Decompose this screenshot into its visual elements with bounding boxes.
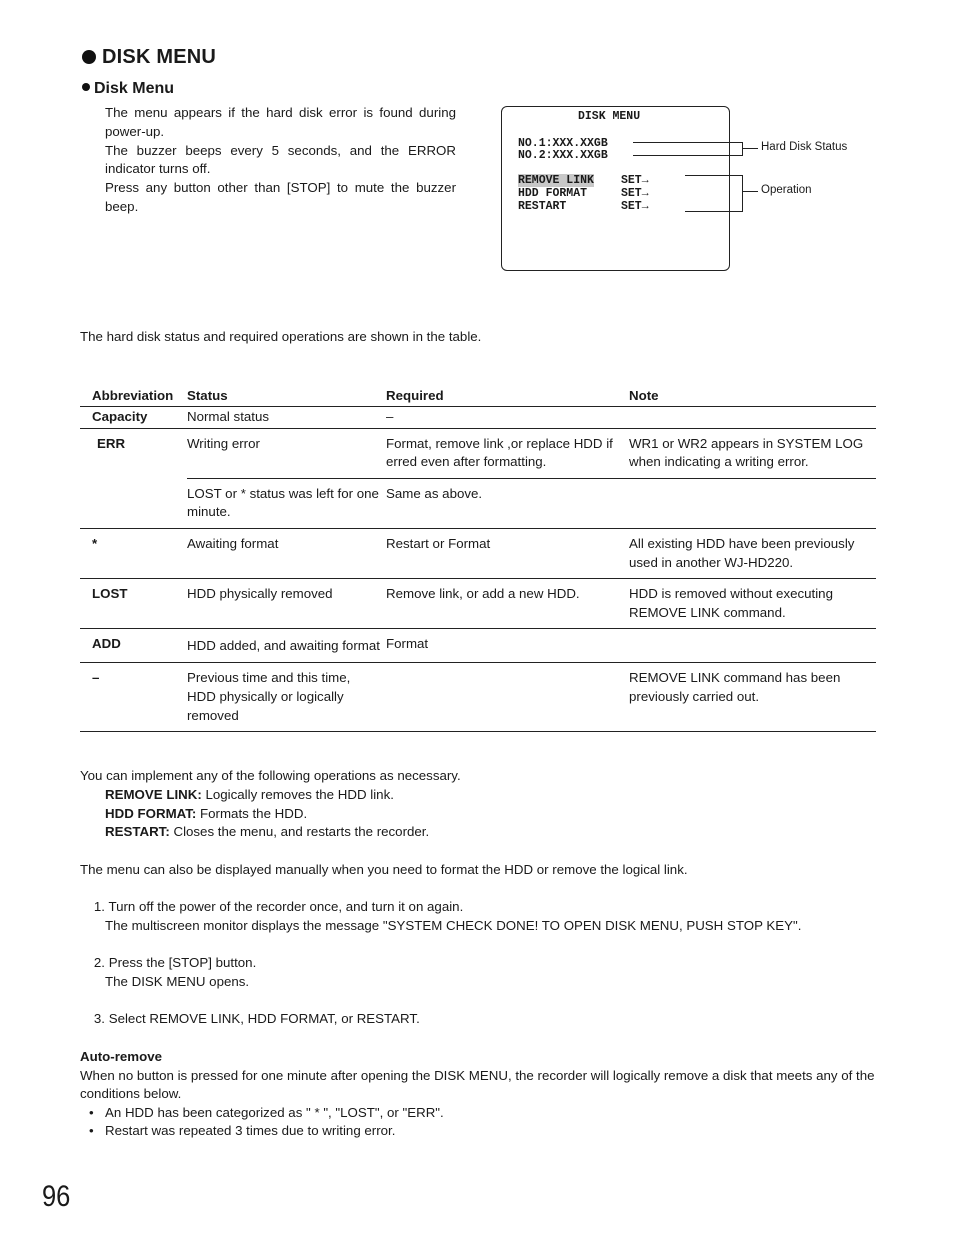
operation-item	[80, 786, 461, 805]
cell-note: WR1 or WR2 appears in SYSTEM LOG when indicating a writing error.	[629, 435, 864, 470]
intro-text	[105, 104, 456, 217]
cell-required: Remove link, or add a new HDD.	[386, 579, 629, 629]
screen-disk-line: NO.2:XXX.XXGB	[518, 149, 608, 162]
step-number: 1.	[93, 899, 105, 914]
step-number: 3.	[93, 1011, 105, 1026]
menu-item-action: SET→	[621, 174, 649, 187]
table-row	[80, 407, 876, 429]
column-header: Status	[187, 387, 386, 407]
column-header: Required	[386, 387, 629, 407]
screen-menu-item-restart[interactable]: RESTART	[518, 200, 567, 213]
table-row	[80, 428, 876, 478]
table-row	[80, 478, 876, 528]
step-text: Select REMOVE LINK, HDD FORMAT, or RESTART.	[108, 1011, 420, 1026]
table-intro: The hard disk status and required operations are shown in the table.	[80, 329, 482, 344]
cell-note: REMOVE LINK command has been previously carried out.	[629, 663, 876, 732]
cell-abbreviation: Capacity	[80, 407, 187, 429]
table-row	[80, 663, 876, 732]
auto-remove-heading: Auto-remove	[80, 1049, 163, 1064]
auto-remove-body: When no button is pressed for one minute after opening the DISK MENU, the recorder will logically remove a disk that meets any of the conditions below.	[80, 1067, 875, 1102]
callout-operation: Operation	[761, 184, 812, 196]
auto-remove-section	[80, 1048, 876, 1141]
step-2	[80, 954, 256, 992]
cell-status: LOST or * status was left for one minute.	[187, 478, 386, 528]
column-header: Abbreviation	[80, 387, 187, 407]
intro-paragraph: The menu appears if the hard disk error is found during power-up.	[105, 105, 456, 139]
cell-abbreviation	[80, 478, 187, 528]
cell-abbreviation: ADD	[80, 629, 187, 663]
cell-required	[386, 663, 629, 732]
step-text: The DISK MENU opens.	[105, 973, 250, 989]
operations-intro: You can implement any of the following operations as necessary.	[80, 768, 461, 783]
cell-status: Normal status	[187, 407, 386, 429]
column-header: Note	[629, 387, 876, 407]
menu-item-label: REMOVE LINK	[518, 174, 594, 187]
operation-term: RESTART:	[105, 824, 170, 840]
list-item: • Restart was repeated 3 times due to writing error.	[105, 1122, 876, 1141]
cell-status: Writing error	[187, 435, 260, 451]
cell-note	[629, 478, 876, 528]
step-number: 2.	[93, 955, 105, 970]
step-3	[80, 1010, 420, 1029]
step-text: Press the [STOP] button.	[108, 955, 257, 970]
cell-note: HDD is removed without executing REMOVE LINK command.	[629, 579, 876, 629]
screen-menu-item-hdd-format[interactable]: HDD FORMAT	[518, 187, 588, 200]
cell-abbreviation: *	[80, 528, 187, 578]
section-title: DISK MENU	[82, 46, 216, 69]
menu-item-action: SET→	[621, 187, 649, 200]
intro-paragraph: Press any button other than [STOP] to mute the buzzer beep.	[105, 180, 456, 214]
step-text: The multiscreen monitor displays the message "SYSTEM CHECK DONE! TO OPEN DISK MENU, PUSH STOP KEY".	[105, 917, 802, 933]
table-row	[80, 579, 876, 629]
cell-status: Previous time and this time, HDD physically or logically removed	[187, 663, 386, 732]
operation-desc: Closes the menu, and restarts the recorder.	[169, 824, 430, 840]
cell-status: HDD added, and awaiting format	[187, 629, 386, 663]
callout-line	[633, 142, 743, 143]
operation-item	[80, 805, 461, 824]
status-table	[80, 387, 876, 732]
callout-line	[742, 191, 758, 192]
subsection-title: Disk Menu	[82, 80, 174, 98]
intro-paragraph: The buzzer beeps every 5 seconds, and the ERROR indicator turns off.	[105, 142, 456, 177]
callout-hard-disk-status: Hard Disk Status	[761, 141, 848, 153]
table-header-row	[80, 387, 876, 407]
callout-bracket	[742, 175, 743, 212]
operation-item	[80, 823, 461, 842]
operation-desc: Formats the HDD.	[196, 805, 308, 821]
list-item: • An HDD has been categorized as " * ", "LOST", or "ERR".	[105, 1104, 876, 1123]
cell-required: Format, remove link ,or replace HDD if erred even after formatting.	[386, 435, 613, 470]
callout-bracket	[742, 142, 743, 156]
cell-note: All existing HDD have been previously used in another WJ-HD220.	[629, 528, 876, 578]
operation-term: HDD FORMAT:	[105, 805, 197, 821]
cell-status: Awaiting format	[187, 528, 386, 578]
step-1	[80, 898, 801, 936]
cell-required: Format	[386, 629, 629, 663]
page-number: 96	[42, 1180, 71, 1213]
cell-note	[629, 629, 876, 663]
operations-section	[80, 767, 461, 842]
table-row	[80, 629, 876, 663]
cell-note	[629, 407, 876, 429]
cell-required: Same as above.	[386, 478, 629, 528]
cell-required: Restart or Format	[386, 528, 629, 578]
callout-line	[633, 155, 743, 156]
bullet-icon	[82, 83, 90, 91]
screen-title: DISK MENU	[578, 110, 641, 123]
cell-status: HDD physically removed	[187, 579, 386, 629]
callout-line	[742, 148, 758, 149]
bullet-icon	[82, 50, 96, 64]
menu-item-action: SET→	[621, 200, 649, 213]
cell-abbreviation: LOST	[80, 579, 187, 629]
step-text: Turn off the power of the recorder once, and turn it on again.	[108, 899, 464, 914]
auto-remove-list	[80, 1104, 876, 1141]
callout-line	[685, 175, 743, 176]
manual-intro: The menu can also be displayed manually when you need to format the HDD or remove the logical link.	[80, 862, 688, 877]
screen-menu-item-remove-link[interactable]	[518, 174, 594, 187]
callout-line	[685, 211, 743, 212]
operation-desc: Logically removes the HDD link.	[201, 786, 394, 802]
cell-abbreviation: ERR	[97, 435, 126, 451]
cell-required: –	[386, 407, 629, 429]
cell-abbreviation: –	[80, 663, 187, 732]
screen-disk-line: NO.1:XXX.XXGB	[518, 137, 608, 150]
table-row	[80, 528, 876, 578]
operation-term: REMOVE LINK:	[105, 786, 202, 802]
